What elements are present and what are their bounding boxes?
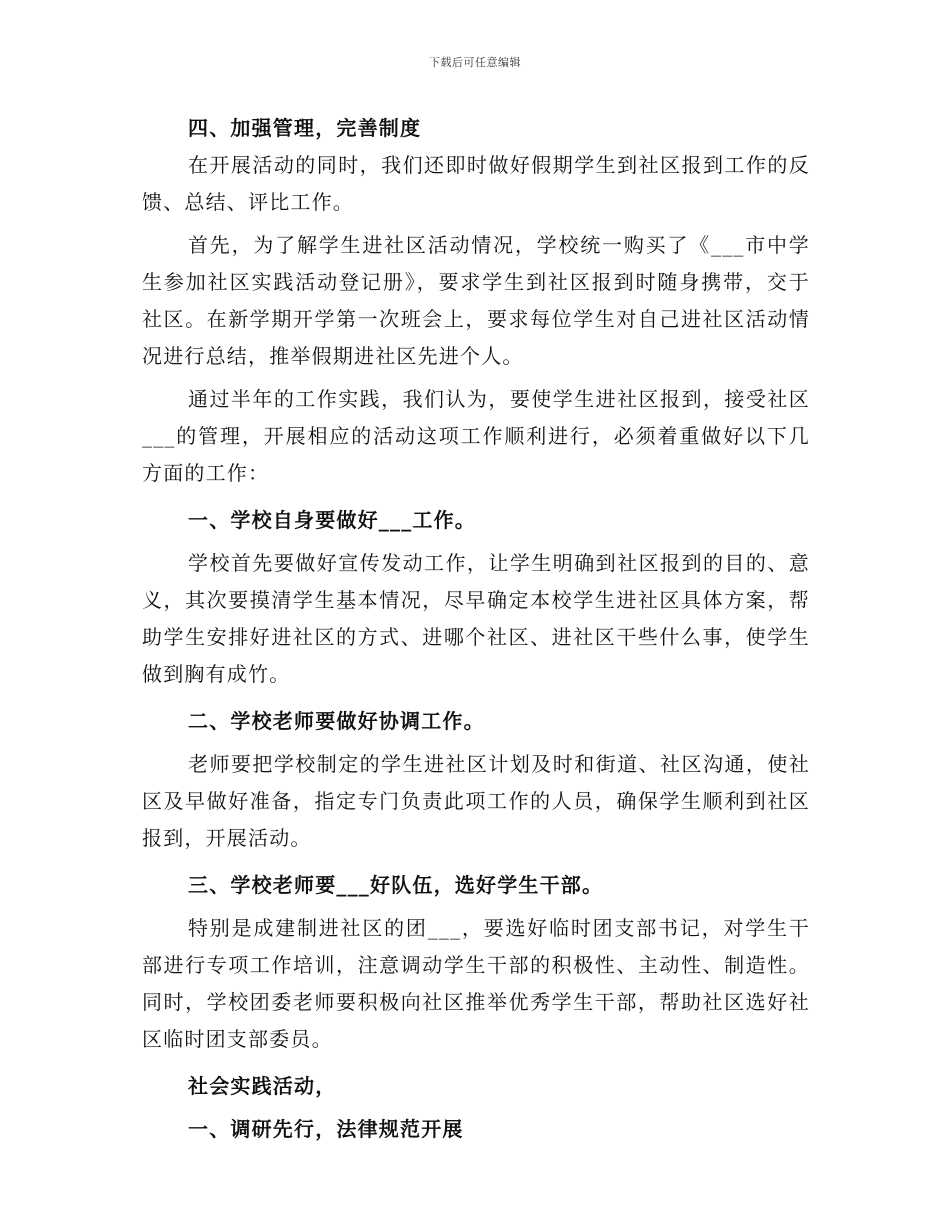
subheading-team-cadres: 三、学校老师要___好队伍，选好学生干部。 <box>188 873 604 897</box>
page-header-note: 下载后可任意编辑 <box>429 56 521 69</box>
paragraph-work-practice: 通过半年的工作实践，我们认为，要使学生进社区报到，接受社区___的管理，开展相应的活动这项工作顺利进行，必须着重做好以下几方面的工作： <box>142 387 810 485</box>
paragraph-league-branch: 特别是成建制进社区的团___，要选好临时团支部书记，对学生干部进行专项工作培训，注意调动学生干部的积极性、主动性、制造性。同时，学校团委老师要积极向社区推举优秀学生干部，帮助社区选好社区临时团支部委员。 <box>142 916 810 1051</box>
section-title-social-practice: 社会实践活动， <box>188 1074 337 1098</box>
subheading-teacher-coordination: 二、学校老师要做好协调工作。 <box>188 709 485 733</box>
paragraph-publicity-work: 学校首先要做好宣传发动工作，让学生明确到社区报到的目的、意义，其次要摸清学生基本情况，尽早确定本校学生进社区具体方案，帮助学生安排好进社区的方式、进哪个社区、进社区干些什么事，使学生做到胸有成竹。 <box>142 551 810 686</box>
paragraph-feedback-summary: 在开展活动的同时，我们还即时做好假期学生到社区报到工作的反馈、总结、评比工作。 <box>142 153 810 214</box>
document-body <box>142 110 810 1148</box>
paragraph-teacher-plan: 老师要把学校制定的学生进社区计划及时和街道、社区沟通，使社区及早做好准备，指定专门负责此项工作的人员，确保学生顺利到社区报到，开展活动。 <box>142 752 810 850</box>
subheading-research-first: 一、调研先行，法律规范开展 <box>188 1117 464 1141</box>
subheading-school-self: 一、学校自身要做好___工作。 <box>188 508 476 532</box>
paragraph-registration-book: 首先，为了解学生进社区活动情况，学校统一购买了《___市中学生参加社区实践活动登记册》，要求学生到社区报到时随身携带，交于社区。在新学期开学第一次班会上，要求每位学生对自己进社区活动情况进行总结，推举假期进社区先进个人。 <box>142 233 810 368</box>
section-heading-strengthen-management: 四、加强管理，完善制度 <box>188 116 422 140</box>
